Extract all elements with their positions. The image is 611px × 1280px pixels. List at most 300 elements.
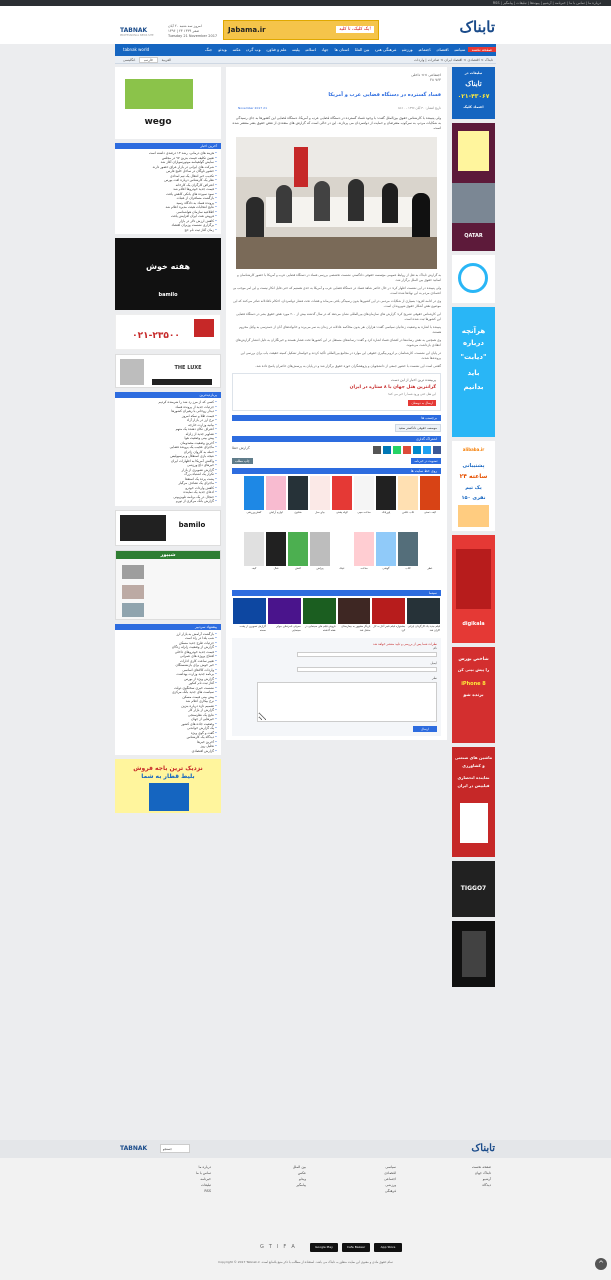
article-title: فساد گسترده در دستگاه قضایی عرب و آمریکا <box>328 92 441 98</box>
product-name: گوشی <box>382 567 390 570</box>
footer-link[interactable]: بین الملل <box>292 1165 306 1169</box>
list-item[interactable]: • برنامه جدید وزارت بهداشت <box>119 672 217 677</box>
cafe-bazaar-button[interactable]: Cafe Bazaar <box>342 1243 370 1252</box>
list-item[interactable]: • گزارش تصویری از بازار <box>119 468 217 473</box>
footer-links-1 <box>472 1164 491 1188</box>
news-image <box>303 598 336 624</box>
article-paragraph: ولی پنیبنده در این نشست اظهار کرد: در حال حاضر شاهد فساد در دستگاه قضایی عرب و آمریکا به حدی هستیم که حتی قابل انکار نیست و این امر موجب بی اعتمادی مردم به این نهادها شده است. <box>232 286 441 295</box>
list-item[interactable]: • تغییر ساعت کاری ادارات <box>119 659 217 664</box>
product-name: عینک <box>339 567 345 570</box>
shop-bar: روی خط سایت ها <box>232 468 441 474</box>
list-item[interactable]: • فروش نفت ایران افزایش یافت <box>119 214 217 219</box>
most-viewed-box <box>115 392 221 506</box>
qatar-logo: QATAR <box>464 233 483 239</box>
nav-item[interactable]: علم و فناوری <box>266 47 287 52</box>
share-icon[interactable] <box>393 446 401 454</box>
product-name: پاوربانک <box>381 511 391 514</box>
app-store-button[interactable]: App Store <box>374 1243 402 1252</box>
product-card[interactable] <box>266 532 286 582</box>
product-card[interactable] <box>398 532 418 582</box>
list-item[interactable]: • گزارش اقتصادی <box>119 749 217 754</box>
wego-logo: wego <box>144 117 172 127</box>
share-icon[interactable] <box>413 446 421 454</box>
social-icon[interactable]: F <box>283 1244 287 1250</box>
wego-ad[interactable] <box>115 67 221 139</box>
share-bar: اشتراک گذاری <box>232 436 441 442</box>
news-card[interactable] <box>407 598 440 632</box>
bamilo-ad[interactable] <box>115 238 221 310</box>
product-card[interactable] <box>354 476 374 526</box>
nav-item[interactable]: استان ها <box>334 47 350 52</box>
list-item[interactable]: • حمله به کاروان زائران <box>119 450 217 455</box>
product-card[interactable] <box>376 532 396 582</box>
product-card[interactable] <box>288 532 308 582</box>
list-item[interactable]: • اطلاعیه سازمان هواشناسی <box>119 210 217 215</box>
iphone-ad-line: شاخص بورس <box>458 657 489 662</box>
tags-bar: برچسب ها <box>232 415 441 421</box>
shipour-ad[interactable] <box>115 550 221 620</box>
article-code: ۷۶۴ <box>435 78 441 82</box>
product-image <box>244 476 264 510</box>
list-item[interactable]: • هزینه های درمانی، رشد ۱۳ درصدی داشته است <box>119 151 217 156</box>
news-card[interactable] <box>268 598 301 632</box>
share-icon[interactable] <box>423 446 431 454</box>
date-line: امروز سه شنبه ۲۰ آبان <box>168 24 202 28</box>
related-sub: این هتل حتی ورود شما را خبر می کند! <box>387 392 436 396</box>
news-image <box>407 598 440 624</box>
list-item[interactable]: • جزئیات جدید از پرونده فساد <box>119 405 217 410</box>
list-item[interactable]: • وضعیت جاده های کشور <box>119 722 217 727</box>
list-item[interactable]: • افتتاح پروژه های عمرانی <box>119 654 217 659</box>
footer-link[interactable]: RSS <box>204 1189 211 1193</box>
footer-link[interactable]: صفحه نخست <box>471 1165 491 1169</box>
product-name: کوله پشتی <box>336 511 348 514</box>
list-item[interactable]: • زمان آغاز ثبت نام حج <box>119 228 217 233</box>
product-card[interactable] <box>420 532 440 582</box>
list-item[interactable]: • خبر خوش برای بازنشستگان <box>119 663 217 668</box>
list-item[interactable]: • نظر یک کارشناس درباره افت بورس <box>119 178 217 183</box>
name-label: نام <box>433 646 437 651</box>
phone-ad[interactable] <box>115 314 221 350</box>
nav-item[interactable]: صفحه نخست <box>468 47 496 52</box>
article-paragraph: پنیبنده با اشاره به وضعیت زندانیان سیاسی گفت: هزاران نفر بدون محاکمه عادلانه در زندان به سر می‌برند و خانواده‌های آنان از دسترسی به وکیل محروم هستند. <box>239 325 441 334</box>
product-name: کفش <box>295 567 301 570</box>
diabetes-ad-line: هرآنچه <box>461 327 486 335</box>
news-card[interactable] <box>233 598 266 632</box>
footer-link[interactable]: تماس با ما <box>195 1171 211 1175</box>
product-grid <box>226 474 447 530</box>
submit-comment-button[interactable]: ارسال <box>413 726 437 732</box>
product-image <box>354 532 374 566</box>
site-logo[interactable]: تابناک <box>459 18 495 36</box>
breadcrumb[interactable]: تابناک > اقتصادی > اقتصاد ایران > صادرات | واردات <box>414 58 493 62</box>
social-icon[interactable]: A <box>291 1244 295 1250</box>
product-card[interactable] <box>310 532 330 582</box>
news-title: گزارش تصویری از پشت صحنه <box>239 625 266 632</box>
share-icon[interactable] <box>373 446 381 454</box>
article-column <box>226 67 447 740</box>
iphone-ad[interactable] <box>452 647 495 743</box>
footer-link[interactable]: ویدئو <box>298 1177 306 1181</box>
list-item[interactable]: • کسی که از مرز رد شد را شرمنده کردیم <box>119 400 217 405</box>
jabama-ad-banner[interactable] <box>223 20 379 40</box>
related-box-title: پربیننده ترین اخبار از این دست <box>391 378 436 382</box>
philips-ad-line: فیلیپس در ایران <box>457 783 490 788</box>
list-item[interactable]: • آخرین وضعیت مصدومان <box>119 441 217 446</box>
product-name: کیف دستی <box>424 511 436 514</box>
nav-item[interactable]: پلیس <box>292 47 300 52</box>
left-sidebar <box>115 67 221 817</box>
nav-world-link[interactable]: tabnak world <box>123 47 150 52</box>
product-image <box>420 532 440 566</box>
scroll-top-icon[interactable]: ^ <box>595 1258 607 1270</box>
product-grid-2 <box>226 530 447 586</box>
product-name: کتاب <box>405 567 411 570</box>
nav-item[interactable]: جهان <box>321 47 329 52</box>
list-item[interactable]: • ادعای جدید یک نماینده <box>119 490 217 495</box>
list-item[interactable]: • بازگشت مسافران از عتبات <box>119 196 217 201</box>
product-card[interactable] <box>420 476 440 526</box>
product-card[interactable] <box>288 476 308 526</box>
list-item[interactable]: • برگزاری نشست وزیران اقتصاد <box>119 223 217 228</box>
list-item[interactable]: • نتیجه بازی استقلال و پرسپولیس <box>119 454 217 459</box>
latest-news-title: آخرین اخبار <box>115 143 221 149</box>
footer-link[interactable]: آرشیو <box>482 1177 491 1181</box>
tiggo-ad[interactable] <box>452 861 495 917</box>
top-utility-strip: درباره ما | تماس با ما | خبرنامه | آرشیو | پیوندها | تبلیغات | پیامگیر | RSS <box>0 0 611 6</box>
news-card[interactable] <box>303 598 336 632</box>
philips-ad-line: نماینده انحصاری <box>457 775 490 780</box>
nav-item[interactable]: جنگ <box>204 47 213 52</box>
name-input[interactable] <box>297 652 437 657</box>
nav-item[interactable]: اجتماعی <box>418 47 431 52</box>
bamilo-ad-2[interactable] <box>115 510 221 546</box>
nav-item[interactable]: وب گردی <box>246 47 261 52</box>
product-image <box>310 476 330 510</box>
nav-item[interactable]: اقتصادی <box>436 47 449 52</box>
list-item[interactable]: • دیدگاه یک کارشناس <box>119 735 217 740</box>
article-code-2: ۲۸ <box>430 78 434 82</box>
list-item[interactable]: • آخرین خبرها <box>119 740 217 745</box>
circle-ad[interactable] <box>452 255 495 303</box>
comment-textarea[interactable] <box>257 682 437 722</box>
article <box>226 67 447 369</box>
news-title: بازیگر مشهور به بیمارستان منتقل شد <box>341 625 371 632</box>
list-item[interactable]: • تصمیم تازه درباره بنزین <box>119 704 217 709</box>
list-item[interactable]: • جنجال در یک برنامه تلویزیونی <box>119 495 217 500</box>
list-item[interactable]: • حضور ناوگان در ساحل خلیج فارس <box>119 169 217 174</box>
date-line: ۱۳۹۶ | ۲۳ صفر ۱۴۳۹ <box>168 29 200 33</box>
list-item[interactable]: • تعیین تکلیف قیمت بنزین ۹۷ در مجلس <box>119 156 217 161</box>
shipour-logo: شیپور <box>160 551 176 558</box>
luxe-logo: THE LUXE <box>174 365 202 371</box>
list-item[interactable]: • تکرار یک اشتباه بزرگ <box>119 472 217 477</box>
list-item[interactable]: • اعتراض کارگران یک کارخانه <box>119 183 217 188</box>
product-image <box>288 532 308 566</box>
article-paragraph: وی همچنین به نقش رسانه‌ها در افشای فساد اشاره کرد و گفت: رسانه‌های مستقل در این کشورها تحت فشار هستند و خبرنگاران به دلیل انتشار گزارش‌های انتقادی بازداشت می‌شوند. <box>235 338 441 347</box>
footer-link[interactable]: خبرنامه <box>200 1177 211 1181</box>
list-item[interactable]: • قیمت جدید خودروها اعلام شد <box>119 187 217 192</box>
product-name: کیف <box>251 567 257 570</box>
copyright: تمام حقوق مادی و معنوی این سایت متعلق به تابناک می باشد. استفاده از مطالب با ذکر منبع بلامانع است. Copyright © 2017 Tabnak.ir <box>218 1260 393 1264</box>
lang-option[interactable]: فارسی <box>139 57 157 63</box>
footer-links-2 <box>384 1164 396 1194</box>
iphone-ad-line: iPhone 8 <box>461 681 486 687</box>
email-label: ایمیل <box>430 661 437 666</box>
product-name: عطر <box>427 567 433 570</box>
footer-search-input[interactable]: جستجو <box>160 1144 190 1153</box>
tabnak-ad-box[interactable] <box>452 67 495 119</box>
diabetes-ad-line: بدانیم <box>463 383 484 391</box>
english-logo[interactable]: TABNAK PROFESSIONAL NEWS SITE <box>120 27 154 37</box>
digikala-ad[interactable] <box>452 535 495 643</box>
article-body <box>232 273 441 369</box>
philips-ad-line: ماشین های صنعتی <box>454 755 493 760</box>
share-icon[interactable] <box>383 446 391 454</box>
share-icon[interactable] <box>433 446 441 454</box>
list-item[interactable]: • تصاویر جدید از زلزله <box>119 432 217 437</box>
editor-pick-box <box>115 624 221 756</box>
product-card[interactable] <box>354 532 374 582</box>
list-item[interactable]: • شرکت های ایرانی در بازار عراق حضور دارند <box>119 165 217 170</box>
article-section[interactable]: اجتماعی >> داخلی <box>411 73 441 77</box>
diabetes-ad[interactable] <box>452 307 495 437</box>
diabetes-ad-line: باید <box>467 369 480 377</box>
related-link[interactable]: گرانترین هتل جهان با ۸ ستاره در ایران <box>349 385 436 390</box>
ad-brand: Jabama.ir <box>228 26 266 34</box>
list-item[interactable]: • تکذیب خبر انتقال یک تیم امدادی <box>119 174 217 179</box>
news-title: فیلم جدید یک کارگردان ایرانی اکران شد <box>407 625 440 632</box>
article-photo <box>236 137 437 269</box>
product-card[interactable] <box>376 476 396 526</box>
tel-ad-logo: تابناک <box>465 79 482 88</box>
newsletter-button[interactable]: عضویت در خبرنامه <box>411 458 441 464</box>
list-item[interactable]: • واکنش آمریکا به اظهارات ایران <box>119 459 217 464</box>
news-title: معرفی نامزدهای جوایز سینمایی <box>276 625 301 632</box>
list-item[interactable]: • قیمت طلا و سکه امروز <box>119 414 217 419</box>
news-card[interactable] <box>372 598 405 632</box>
report-error-link[interactable]: گزارش خطا <box>232 446 250 450</box>
news-card[interactable] <box>338 598 371 632</box>
digikala-logo: digikala <box>462 621 485 627</box>
email-input[interactable] <box>297 667 437 672</box>
site-footer <box>0 1140 611 1280</box>
list-item[interactable]: • گفت و گوی ویژه <box>119 731 217 736</box>
product-image <box>266 532 286 566</box>
news-image <box>233 598 266 624</box>
product-image <box>332 532 352 566</box>
alibaba-line: پشتیبانی <box>462 463 485 469</box>
list-item[interactable]: • پیش بینی وضعیت هوا <box>119 436 217 441</box>
alibaba-logo: alibaba.ir <box>462 447 485 452</box>
social-icon[interactable]: G <box>260 1244 264 1250</box>
list-item[interactable]: • سود سپرده های بانکی کاهش یافت <box>119 192 217 197</box>
bamilo-logo: bamilo <box>158 292 178 298</box>
product-image <box>332 476 352 510</box>
list-item[interactable]: • گزارش از بازار کار <box>119 708 217 713</box>
list-item[interactable]: • گزارش بانک مرکزی از تورم <box>119 499 217 504</box>
product-card[interactable] <box>310 476 330 526</box>
most-viewed-list <box>115 398 221 506</box>
related-box <box>232 373 441 411</box>
black-ad[interactable] <box>452 921 495 987</box>
list-item[interactable]: • نشست خبری سخنگوی دولت <box>119 686 217 691</box>
news-title: فروش فیلم های سینمایی در هفته گذشته <box>305 625 336 632</box>
google-play-button[interactable]: Google Play <box>310 1243 338 1252</box>
list-item[interactable]: • ماجرای عجیب یک پرونده قضایی <box>119 445 217 450</box>
list-item[interactable]: • قیمت جدید خودروهای داخلی <box>119 650 217 655</box>
footer-link[interactable]: ورزشی <box>385 1183 396 1187</box>
product-image <box>398 532 418 566</box>
list-item[interactable]: • ماجرای یک تصادف مرگبار <box>119 481 217 486</box>
list-item[interactable]: • نرخ ارز در بازار آزاد <box>119 418 217 423</box>
diabetes-ad-line: درباره <box>462 339 485 347</box>
news-grid <box>226 596 447 634</box>
tag-chip[interactable]: موسسه حقوقی دادگستر سعید <box>395 424 441 432</box>
tel-ad-number: ۰۲۱-۴۳۰۶۷ <box>457 93 490 100</box>
product-name: چای ساز <box>315 511 325 514</box>
philips-ad[interactable] <box>452 747 495 857</box>
philips-ad-line: و کشاورزی <box>462 763 485 768</box>
footer-bar <box>0 1140 611 1158</box>
product-image <box>266 476 286 510</box>
iphone-ad-line: برنده شو <box>463 693 484 698</box>
product-image <box>288 476 308 510</box>
footer-link[interactable]: تبلیغات <box>201 1183 211 1187</box>
list-item[interactable]: • بازگشت آرامش به بازار ارز <box>119 632 217 637</box>
list-item[interactable]: • نتایج یک نظرسنجی <box>119 713 217 718</box>
list-item[interactable]: • کاهش واردات خودرو <box>119 486 217 491</box>
product-card[interactable] <box>244 532 264 582</box>
list-item[interactable]: • واردات کالاهای اساسی <box>119 668 217 673</box>
alibaba-line: ۲۴ ساعته <box>459 473 488 480</box>
list-item[interactable]: • پرونده فساد به دادگاه رسید <box>119 201 217 206</box>
editor-pick-list <box>115 630 221 756</box>
share-icon[interactable] <box>403 446 411 454</box>
footer-link[interactable]: عکس <box>297 1171 306 1175</box>
comment-form <box>232 638 441 736</box>
train-ticket-ad[interactable] <box>115 759 221 813</box>
train-ad-line: بلیط قطار به شما <box>141 773 195 780</box>
footer-link[interactable]: پیامگیر <box>296 1183 306 1187</box>
article-meta <box>232 106 441 110</box>
nav-item[interactable]: اسلامی <box>305 47 316 52</box>
luxe-ad[interactable] <box>115 354 221 388</box>
lang-option[interactable]: انگلیسی <box>123 58 136 62</box>
list-item[interactable]: • خبرهای داغ ورزشی <box>119 463 217 468</box>
article-lead: ولی پنیبنده با کارشناس حقوق بین‌الملل گفت: با وجود فساد گسترده در دستگاه قضایی عرب و آمریکا، دستگاه قضایی این کشورها به جای رسیدگی به شکایات مردم، به سرکوب معترضان و حمایت از دولتمردان می پردازند. این در حالی است که گزارش های متعددی از نقض حقوق بشر منتشر شده است. <box>232 116 441 130</box>
product-image <box>376 532 396 566</box>
list-item[interactable]: • آغاز ثبت نام کنکور <box>119 681 217 686</box>
nav-item[interactable]: عکس <box>232 47 241 52</box>
latest-news-list <box>115 149 221 234</box>
language-switch <box>119 56 175 64</box>
article-paragraph: گفتنی است این نشست با حضور جمعی از دانشجویان و پژوهشگران حوزه حقوق برگزار شد و در پایان به پرسش‌های حاضران پاسخ داده شد. <box>255 364 441 368</box>
product-card[interactable] <box>398 476 418 526</box>
print-button[interactable]: چاپ مطلب <box>232 458 253 464</box>
product-card[interactable] <box>266 476 286 526</box>
product-image <box>244 532 264 566</box>
lang-option[interactable]: العربية <box>161 58 172 62</box>
news-image <box>268 598 301 624</box>
list-item[interactable]: • یک گزارش خواندنی <box>119 726 217 731</box>
list-item[interactable]: • گزارش از وضعیت زلزله زدگان <box>119 645 217 650</box>
product-image <box>376 476 396 510</box>
diabetes-ad-line: "دیابت" <box>460 353 487 361</box>
list-item[interactable]: • خبرهایی از جهان <box>119 717 217 722</box>
qatar-ad[interactable] <box>452 123 495 251</box>
list-item[interactable]: • شب یلدا در راه است <box>119 636 217 641</box>
social-icons <box>260 1244 295 1250</box>
alibaba-ad[interactable] <box>452 441 495 531</box>
social-icon[interactable]: T <box>268 1244 272 1250</box>
news-bar: سینما <box>232 590 441 596</box>
product-card[interactable] <box>332 476 352 526</box>
footer-logo-en[interactable]: TABNAK <box>120 1145 148 1152</box>
footer-link[interactable]: اجتماعی <box>384 1177 396 1181</box>
footer-link[interactable]: دیدگاه <box>482 1183 491 1187</box>
article-paragraph: وی در ادامه افزود: بسیاری از شکایات مردمی در این کشورها بدون رسیدگی باقی می‌ماند و قضات تحت فشار دولتمردان، احکام ناعادلانه صادر می‌کنند که این موضوع نقض آشکار حقوق شهروندان است. <box>233 299 441 308</box>
product-card[interactable] <box>332 532 352 582</box>
footer-link[interactable]: اقتصادی <box>384 1171 396 1175</box>
iphone-ad-line: را پیش بینی کن <box>457 667 490 672</box>
latest-news-box <box>115 143 221 234</box>
list-item[interactable]: • اعتراف تکان دهنده یک متهم <box>119 427 217 432</box>
list-item[interactable]: • کاهش ارزش دلار در بازار <box>119 219 217 224</box>
footer-link[interactable]: درباره ما <box>198 1165 211 1169</box>
site-header <box>0 6 611 44</box>
list-item[interactable]: • سیاست های جدید بانک مرکزی <box>119 690 217 695</box>
list-item[interactable]: • بیانیه وزارت خارجه <box>119 423 217 428</box>
list-item[interactable]: • پشت پرده یک استعفا <box>119 477 217 482</box>
nav-item[interactable]: بین الملل <box>355 47 370 52</box>
list-item[interactable]: • نمایش گواهینامه موتورسواران آغاز شد <box>119 160 217 165</box>
list-item[interactable]: • نتایج انتخابات هیئت مدیره اعلام شد <box>119 205 217 210</box>
footer-link[interactable]: فرهنگی <box>384 1189 396 1193</box>
list-item[interactable]: • دیدار روحانی با رهبران کشورها <box>119 409 217 414</box>
date-box <box>168 24 217 39</box>
footer-link[interactable]: تابناک جهان <box>474 1171 491 1175</box>
product-name: لوازم آرایش <box>269 511 283 514</box>
nav-item[interactable]: ویدئو <box>218 47 227 52</box>
product-name: پیراهن <box>316 567 324 570</box>
product-image <box>398 476 418 510</box>
news-image <box>372 598 405 624</box>
tiggo-logo: TIGGO7 <box>460 885 487 892</box>
list-item[interactable]: • نرخ بیکاری اعلام شد <box>119 699 217 704</box>
send-to-friend-button[interactable]: ارسال به دوستان <box>408 400 436 406</box>
product-card[interactable] <box>244 476 264 526</box>
nav-item[interactable]: سیاسی <box>454 47 466 52</box>
nav-item[interactable]: فرهنگی هنری <box>375 47 397 52</box>
social-icon[interactable]: I <box>276 1244 279 1250</box>
list-item[interactable]: • جزئیات طرح جدید مسکن <box>119 641 217 646</box>
product-name: شال <box>273 567 279 570</box>
footer-link[interactable]: سیاسی <box>385 1165 396 1169</box>
list-item[interactable]: • تحلیل روز <box>119 744 217 749</box>
product-name: کفش ورزشی <box>246 511 262 514</box>
article-paragraph: در پایان این نشست، کارشناسان بر لزوم پیگیری حقوقی این موارد در مجامع بین‌المللی تأکید کردند و خواستار تشکیل کمیته حقیقت یاب برای بررسی این پرونده‌ها شدند. <box>240 351 441 360</box>
list-item[interactable]: • پیش بینی قیمت مسکن <box>119 695 217 700</box>
ad-cta: یک کلیک، تا کلید! <box>336 26 374 33</box>
tel-ad-title: تبلیغات در <box>464 71 483 75</box>
list-item[interactable]: • گزارش ویژه از بورس <box>119 677 217 682</box>
nav-item[interactable]: ورزشی <box>402 47 413 52</box>
article-date: تاریخ انتشار: ۳۰ آبان ۱۳۹۶ - ۱۸:۱۰ <box>397 106 441 110</box>
footer-links-4 <box>196 1164 211 1194</box>
footer-logo[interactable]: تابناک <box>471 1143 495 1154</box>
bamilo-logo-2: bamilo <box>178 520 206 529</box>
